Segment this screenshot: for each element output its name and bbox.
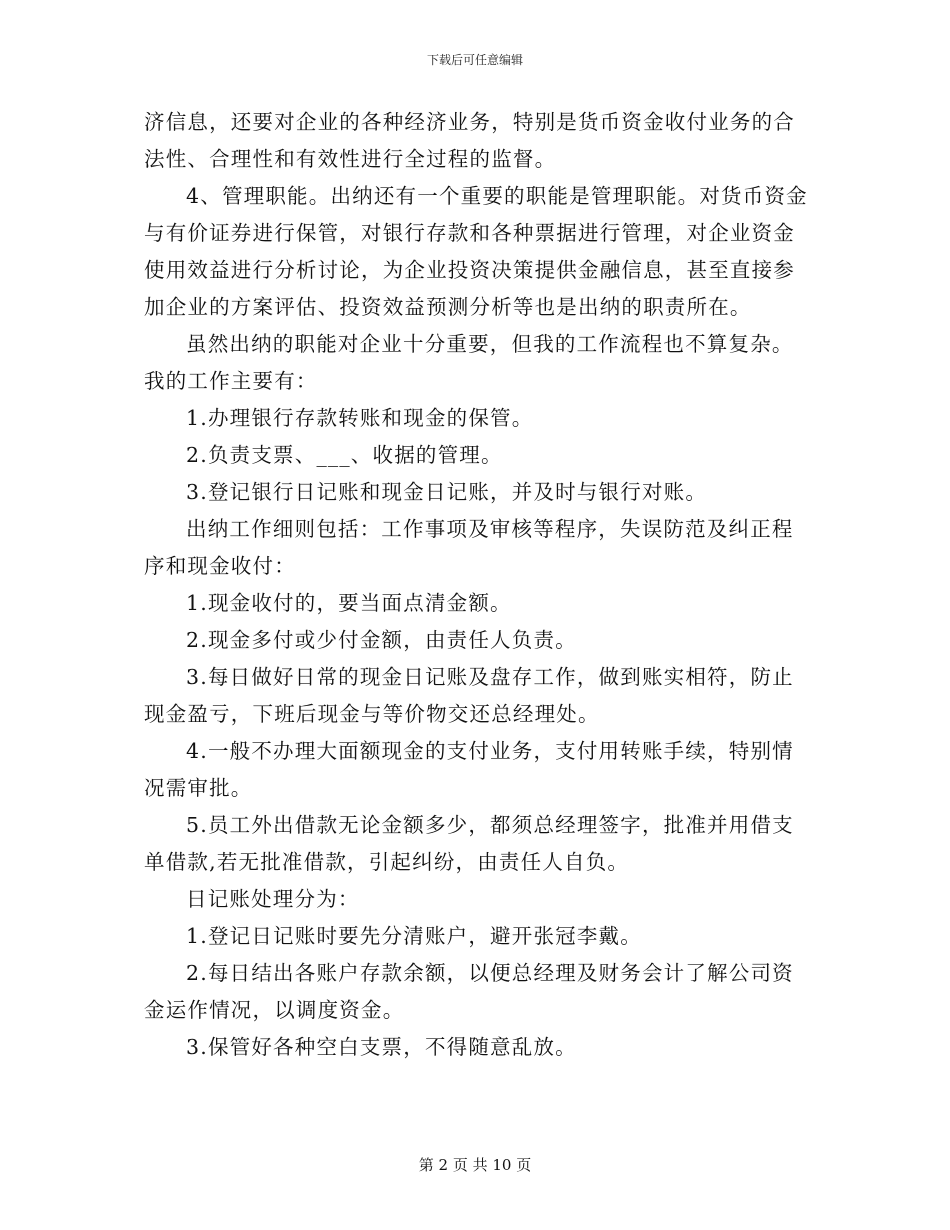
text-line: 单借款,若无批准借款，引起纠纷，由责任人自负。 [144, 850, 630, 874]
text-line: 1.办理银行存款转账和现金的保管。 [186, 406, 534, 430]
text-line: 序和现金收付： [144, 554, 296, 578]
text-line: 况需审批。 [144, 776, 253, 800]
text-line: 我的工作主要有： [144, 369, 318, 393]
text-line: 5.员工外出借款无论金额多少，都须总经理签字，批准并用借支 [186, 813, 794, 837]
text-line: 2.现金多付或少付金额，由责任人负责。 [186, 628, 577, 652]
text-line: 出纳工作细则包括：工作事项及审核等程序，失误防范及纠正程 [186, 517, 794, 541]
text-line: 2.每日结出各账户存款余额，以便总经理及财务会计了解公司资 [186, 961, 794, 985]
page-number-footer: 第 2 页 共 10 页 [418, 1156, 532, 1174]
page-header: 下载后可任意编辑 [426, 53, 523, 67]
text-line: 1.现金收付的，要当面点清金额。 [186, 591, 512, 615]
text-line: 使用效益进行分析讨论，为企业投资决策提供金融信息，甚至直接参 [144, 258, 795, 282]
text-line: 3.每日做好日常的现金日记账及盘存工作，做到账实相符，防止 [186, 665, 794, 689]
text-line: 金运作情况，以调度资金。 [144, 998, 405, 1022]
text-line: 与有价证券进行保管，对银行存款和各种票据进行管理，对企业资金 [144, 221, 795, 245]
text-line: 济信息，还要对企业的各种经济业务，特别是货币资金收付业务的合 [144, 110, 795, 134]
text-line: 现金盈亏，下班后现金与等价物交还总经理处。 [144, 702, 600, 726]
document-body [144, 104, 809, 1066]
text-line: 4、管理职能。出纳还有一个重要的职能是管理职能。对货币资金 [186, 184, 808, 208]
text-line: 2.负责支票、___、收据的管理。 [186, 443, 503, 467]
text-line: 加企业的方案评估、投资效益预测分析等也是出纳的职责所在。 [144, 295, 752, 319]
text-line: 日记账处理分为： [186, 887, 360, 911]
text-line: 法性、合理性和有效性进行全过程的监督。 [144, 147, 557, 171]
text-line: 1.登记日记账时要先分清账户，避开张冠李戴。 [186, 924, 642, 948]
text-line: 3.保管好各种空白支票，不得随意乱放。 [186, 1035, 577, 1059]
text-line: 虽然出纳的职能对企业十分重要，但我的工作流程也不算复杂。 [186, 332, 794, 356]
text-line: 3.登记银行日记账和现金日记账，并及时与银行对账。 [186, 480, 708, 504]
text-line: 4.一般不办理大面额现金的支付业务，支付用转账手续，特别情 [186, 739, 794, 763]
